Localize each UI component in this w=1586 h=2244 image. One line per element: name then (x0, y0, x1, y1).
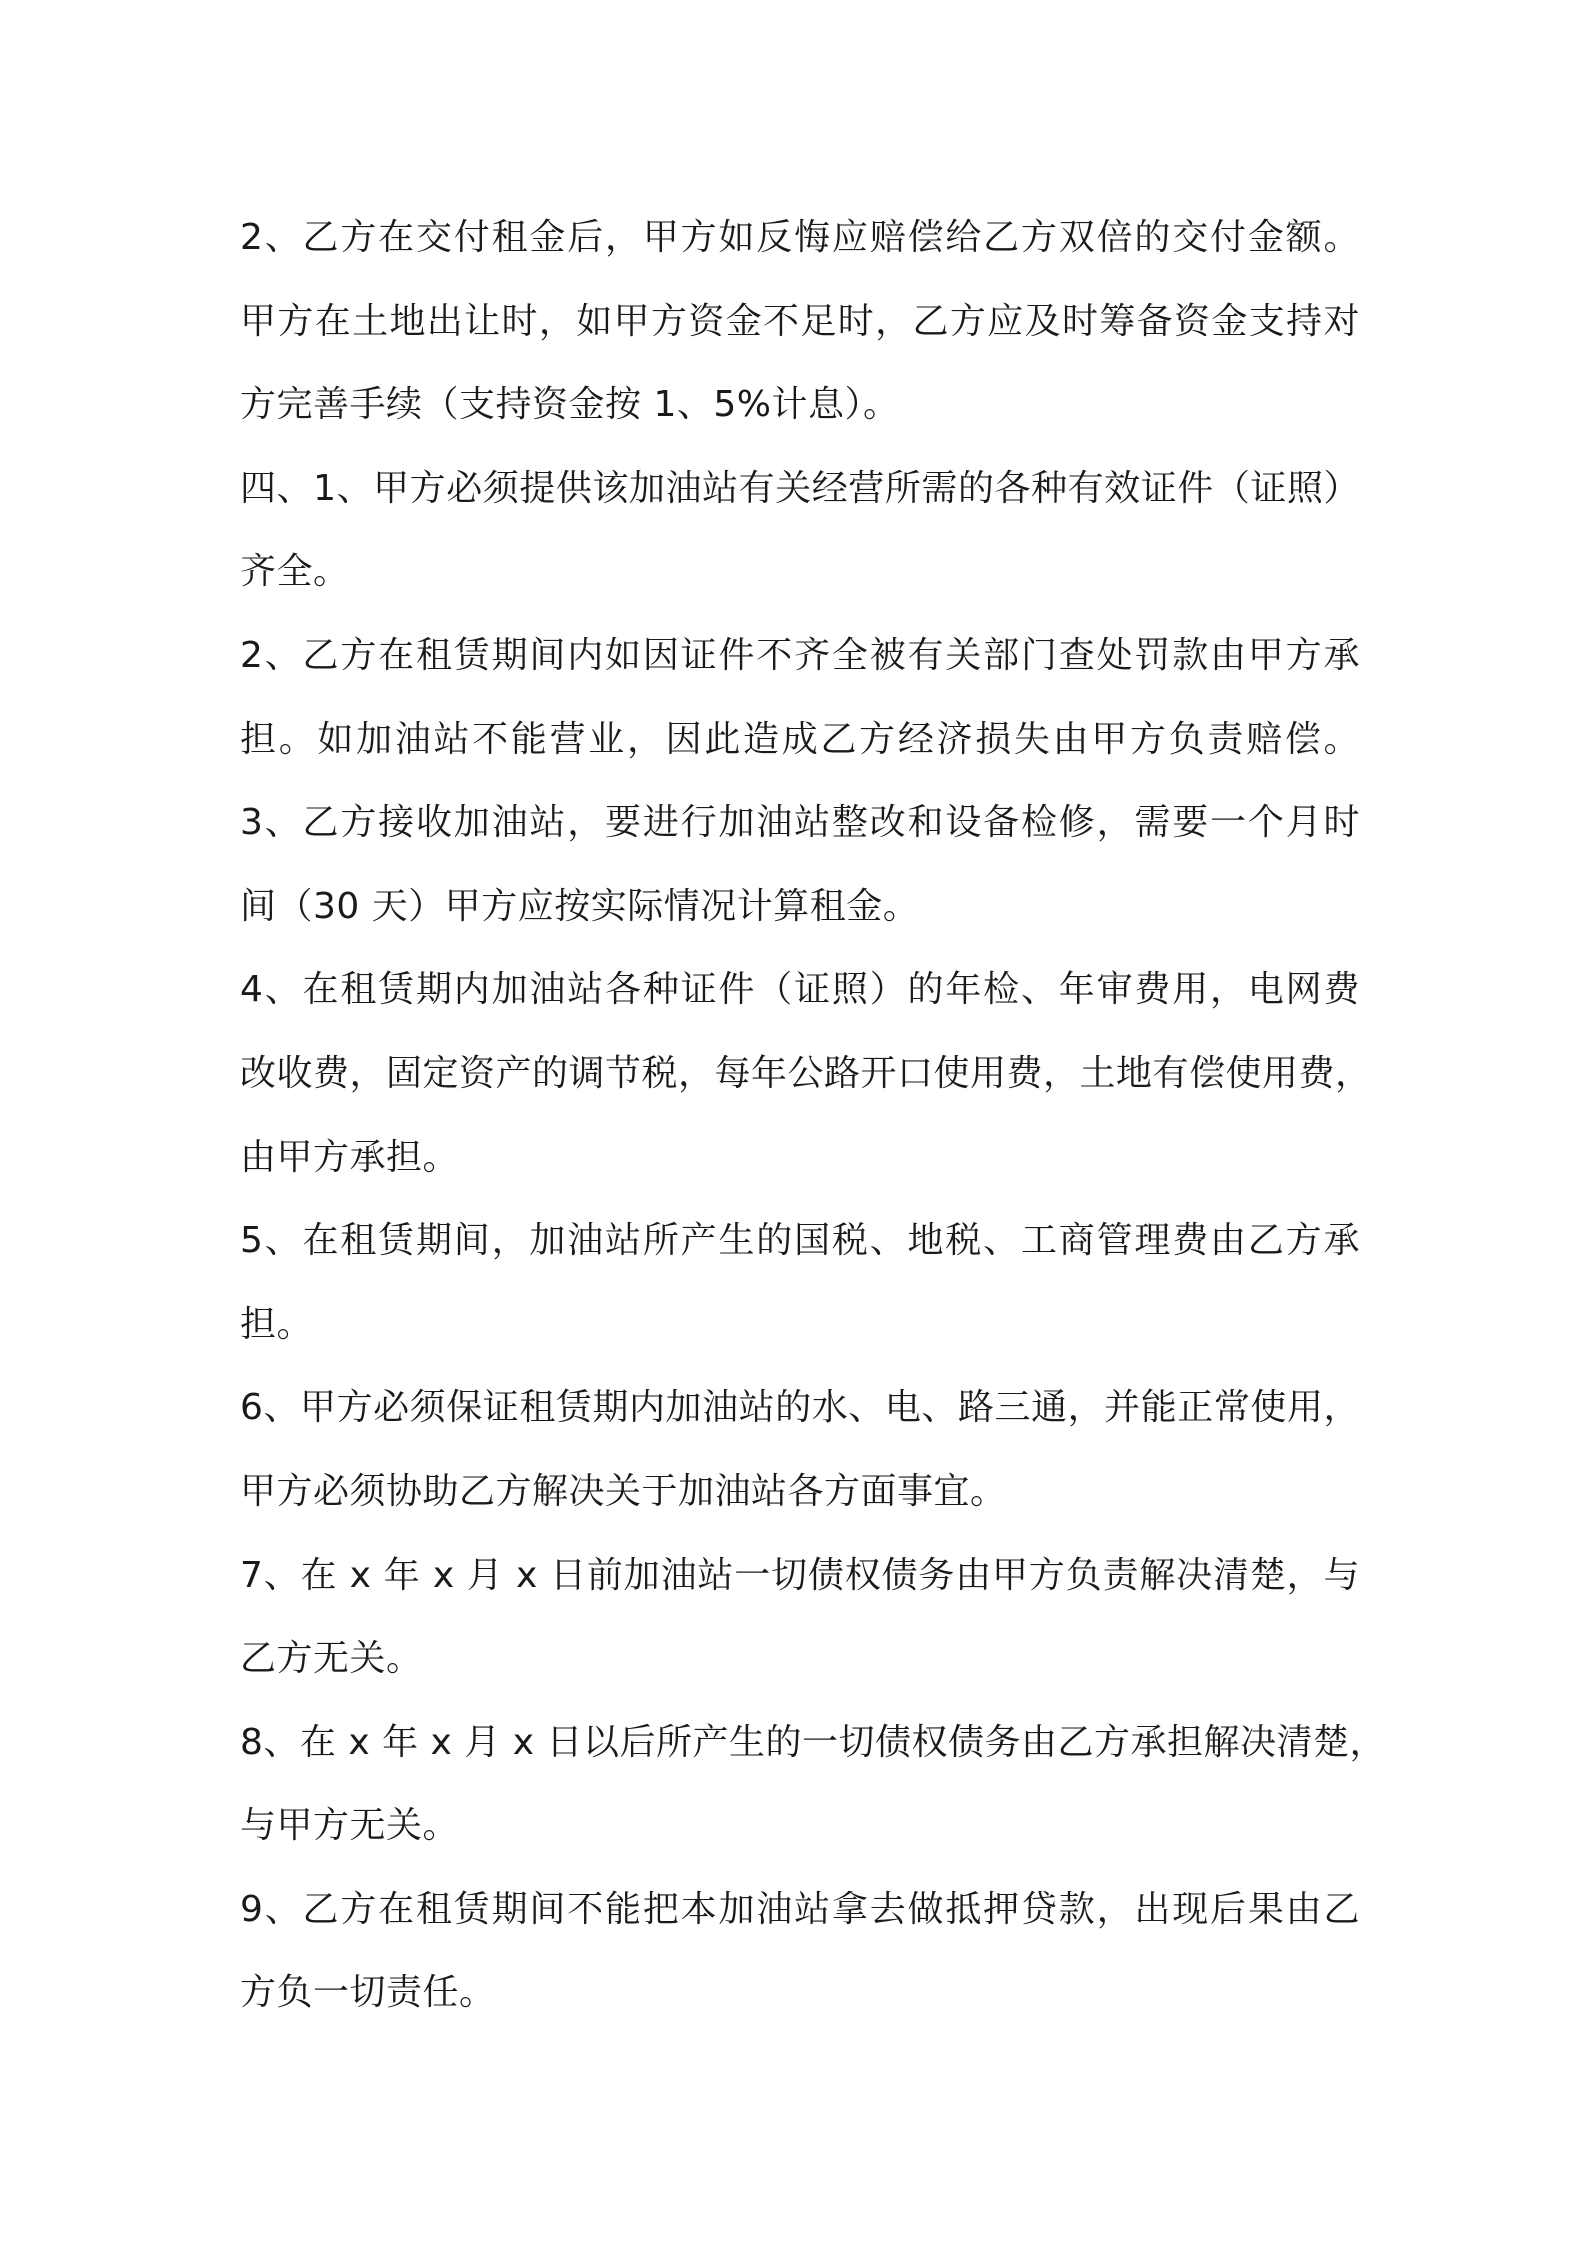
text-line: 方完善手续（支持资金按 1、5%计息）。 (240, 384, 900, 426)
document-body (240, 196, 1386, 2035)
text-line: 改收费，固定资产的调节税，每年公路开口使用费，土地有偿使用费， (240, 1052, 1372, 1094)
text-line: 9、乙方在租赁期间不能把本加油站拿去做抵押贷款，出现后果由乙 (240, 1888, 1360, 1930)
text-line: 四、1、甲方必须提供该加油站有关经营所需的各种有效证件（证照） (240, 467, 1360, 509)
text-line: 5、在租赁期间，加油站所产生的国税、地税、工商管理费由乙方承 (240, 1220, 1360, 1262)
text-line: 齐全。 (240, 551, 350, 593)
text-line: 8、在 x 年 x 月 x 日以后所产生的一切债权债务由乙方承担解决清楚， (240, 1721, 1386, 1763)
text-line: 方负一切责任。 (240, 1972, 496, 2014)
text-line: 甲方必须协助乙方解决关于加油站各方面事宜。 (240, 1470, 1007, 1512)
text-line: 担。如加油站不能营业，因此造成乙方经济损失由甲方负责赔偿。 (240, 718, 1360, 760)
text-line: 甲方在土地出让时，如甲方资金不足时，乙方应及时筹备资金支持对 (240, 300, 1360, 342)
text-line: 2、乙方在租赁期间内如因证件不齐全被有关部门查处罚款由甲方承 (240, 634, 1360, 676)
text-line: 由甲方承担。 (240, 1136, 460, 1178)
text-line: 与甲方无关。 (240, 1805, 460, 1847)
text-line: 担。 (240, 1303, 314, 1345)
text-line: 7、在 x 年 x 月 x 日前加油站一切债权债务由甲方负责解决清楚，与 (240, 1554, 1360, 1596)
text-line: 3、乙方接收加油站，要进行加油站整改和设备检修，需要一个月时 (240, 802, 1360, 844)
text-line: 乙方无关。 (240, 1638, 423, 1680)
text-line: 4、在租赁期内加油站各种证件（证照）的年检、年审费用，电网费 (240, 969, 1360, 1011)
text-line: 间（30 天）甲方应按实际情况计算租金。 (240, 885, 920, 927)
text-line: 2、乙方在交付租金后，甲方如反悔应赔偿给乙方双倍的交付金额。 (240, 217, 1360, 258)
text-line: 6、甲方必须保证租赁期内加油站的水、电、路三通，并能正常使用， (240, 1387, 1360, 1429)
